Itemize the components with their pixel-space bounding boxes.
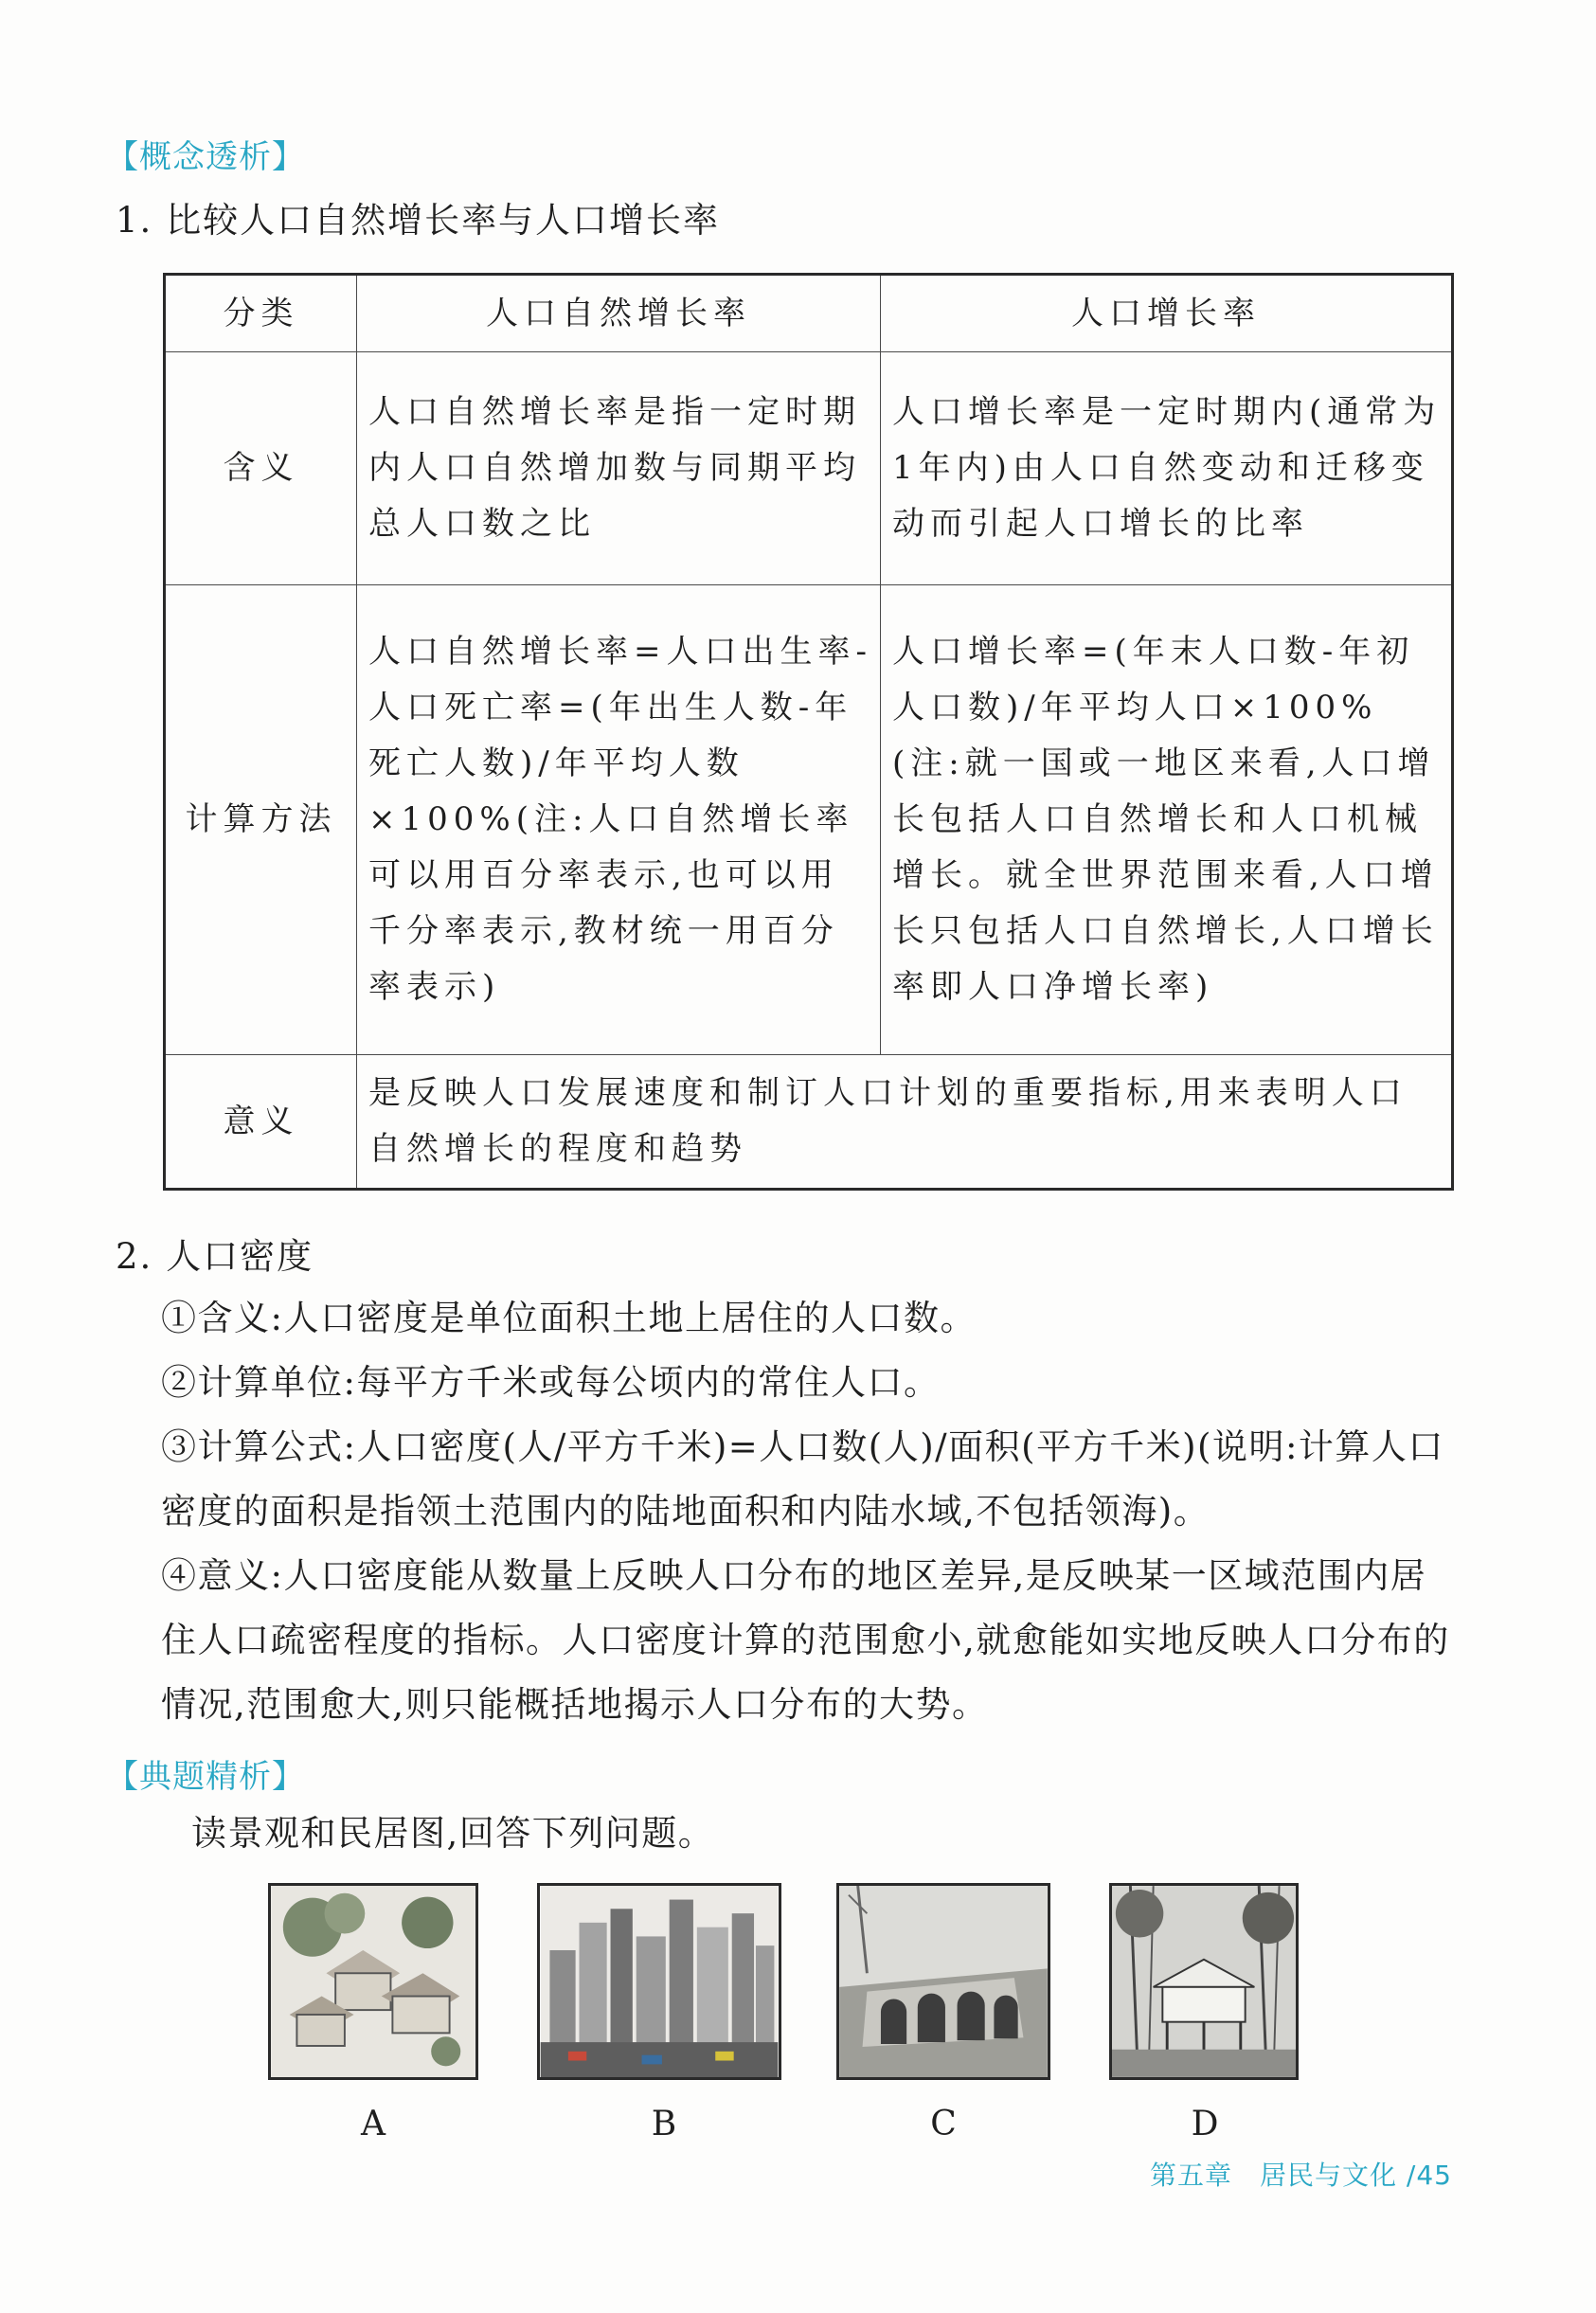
density-point: ①含义:人口密度是单位面积土地上居住的人口数。	[161, 1298, 977, 1338]
cell-growth-rate: 人口增长率是一定时期内(通常为1年内)由人口自然变动和迁移变动而引起人口增长的比率	[881, 352, 1453, 585]
table-header-row	[165, 275, 1453, 352]
heading-item-2: 2. 人口密度	[116, 1236, 314, 1277]
table-header-cell: 人口自然增长率	[357, 275, 881, 352]
table-row	[165, 1055, 1453, 1190]
section-tag-example: 【典题精析】	[106, 1758, 305, 1796]
row-category: 意义	[165, 1055, 357, 1190]
image-a-village	[268, 1883, 478, 2080]
section-tag-concept: 【概念透析】	[106, 138, 305, 176]
image-c-cave-dwelling	[836, 1883, 1050, 2080]
table-row	[165, 585, 1453, 1055]
example-intro: 读景观和民居图,回答下列问题。	[191, 1813, 715, 1854]
density-points	[161, 1286, 1459, 1737]
row-category: 计算方法	[165, 585, 357, 1055]
image-label: B	[651, 2105, 677, 2143]
image-d-stilt-house	[1109, 1883, 1299, 2080]
image-b-city	[537, 1883, 781, 2080]
cell-growth-rate: 人口增长率=(年末人口数-年初人口数)/年平均人口×100%(注:就一国或一地区来看,人口增长包括人口自然增长和人口机械增长。就全世界范围来看,人口增长只包括人口自然增长,人口增长率即人口净增长率)	[881, 585, 1453, 1055]
city-illustration	[540, 1886, 779, 2077]
village-illustration	[271, 1886, 475, 2077]
table-row	[165, 352, 1453, 585]
row-category: 含义	[165, 352, 357, 585]
density-point: ④意义:人口密度能从数量上反映人口分布的地区差异,是反映某一区域范围内居住人口疏密程度的指标。人口密度计算的范围愈小,就愈能如实地反映人口分布的情况,范围愈大,则只能概括地揭示人口分布的大势。	[161, 1555, 1450, 1725]
heading-item-1: 1. 比较人口自然增长率与人口增长率	[116, 200, 721, 241]
image-label: D	[1191, 2105, 1219, 2143]
image-label: A	[361, 2105, 386, 2143]
density-point: ②计算单位:每平方千米或每公顷内的常住人口。	[161, 1362, 941, 1403]
comparison-table	[163, 273, 1454, 1191]
density-point: ③计算公式:人口密度(人/平方千米)=人口数(人)/面积(平方千米)(说明:计算人口密度的面积是指领土范围内的陆地面积和内陆水域,不包括领海)。	[161, 1426, 1444, 1532]
cave-dwelling-illustration	[839, 1886, 1048, 2077]
cell-natural-rate: 人口自然增长率=人口出生率-人口死亡率=(年出生人数-年死亡人数)/年平均人数×100%(注:人口自然增长率可以用百分率表示,也可以用千分率表示,教材统一用百分率表示)	[357, 585, 881, 1055]
cell-natural-rate: 人口自然增长率是指一定时期内人口自然增加数与同期平均总人口数之比	[357, 352, 881, 585]
page-footer: 第五章 居民与文化 /45	[1150, 2160, 1452, 2191]
table-header-cell: 分类	[165, 275, 357, 352]
cell-significance: 是反映人口发展速度和制订人口计划的重要指标,用来表明人口自然增长的程度和趋势	[357, 1055, 1453, 1190]
stilt-house-illustration	[1112, 1886, 1296, 2077]
image-label: C	[930, 2105, 957, 2143]
table-header-cell: 人口增长率	[881, 275, 1453, 352]
